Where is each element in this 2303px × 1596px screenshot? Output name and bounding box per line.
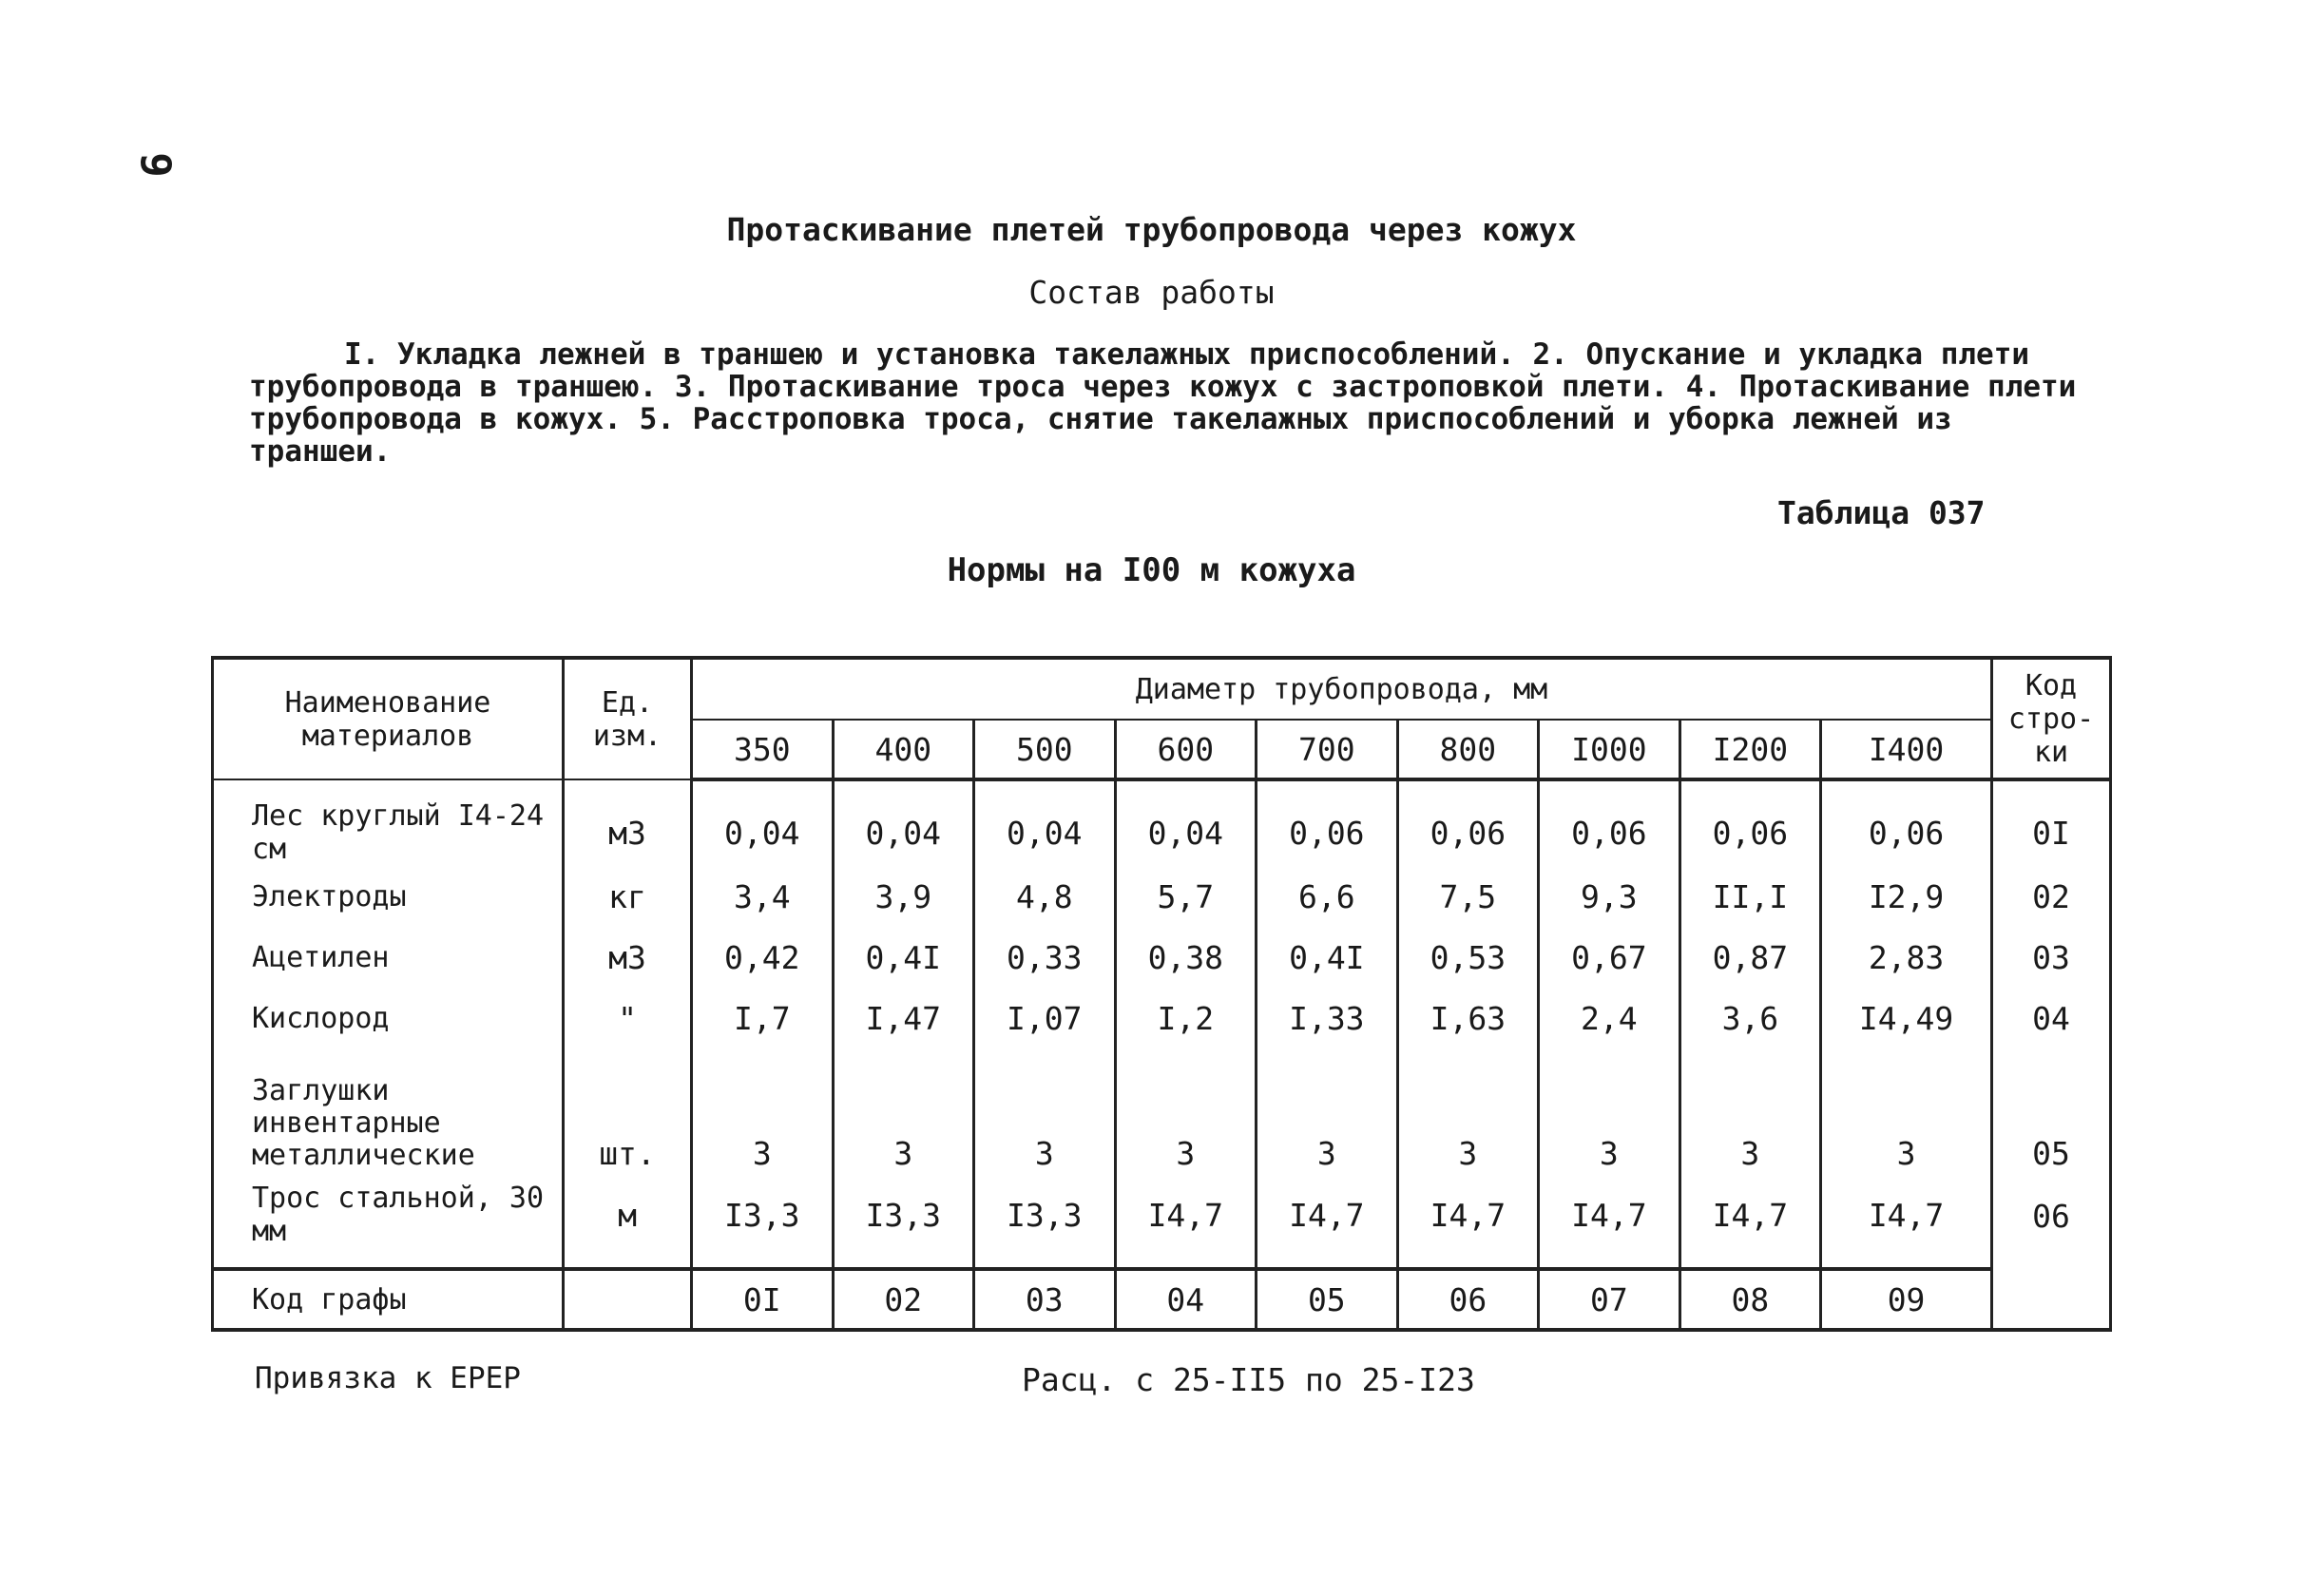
value-cell: 3 — [833, 1048, 974, 1182]
table-row — [213, 1048, 2111, 1182]
document-title: Протаскивание плетей трубопровода через кожух — [726, 211, 1577, 248]
diameter-header-cell: 800 — [1397, 720, 1539, 779]
value-cell: I,2 — [1115, 988, 1257, 1048]
column-code: 07 — [1539, 1269, 1680, 1330]
material-unit: кг — [564, 866, 692, 927]
page-number: 9 — [130, 152, 180, 178]
empty-cell — [1992, 1269, 2111, 1330]
header-unit: Ед. изм. — [564, 658, 692, 779]
value-cell: I,63 — [1397, 988, 1539, 1048]
material-name: Заглушки инвентарные металлические — [213, 1048, 564, 1182]
row-code: 04 — [1992, 988, 2111, 1048]
value-cell: 0,04 — [833, 779, 974, 866]
table-row — [213, 927, 2111, 988]
row-code: 05 — [1992, 1048, 2111, 1182]
work-description: I. Укладка лежней в траншею и установка такелажных приспособлений. 2. Опускание и укладка плети трубопровода в траншею. 3. Протаскивание троса через кожух с застроповкой плети. 4. Протаскивание плети трубопровода в кожух. 5. Расстроповка троса, снятие такелажных приспособлений и уборка лежней из траншеи. — [249, 337, 2077, 469]
value-cell: 3 — [1397, 1048, 1539, 1182]
value-cell: 0,33 — [974, 927, 1116, 988]
value-cell: I,47 — [833, 988, 974, 1048]
value-cell: I,33 — [1257, 988, 1398, 1048]
row-code: 0I — [1992, 779, 2111, 866]
table-row — [213, 866, 2111, 927]
value-cell: 2,83 — [1821, 927, 1992, 988]
value-cell: 0,42 — [692, 927, 834, 988]
material-name: Ацетилен — [213, 927, 564, 988]
value-cell: 0,4I — [1257, 927, 1398, 988]
material-name: Трос стальной, 30 мм — [213, 1182, 564, 1269]
value-cell: 0,38 — [1115, 927, 1257, 988]
value-cell: 3 — [1257, 1048, 1398, 1182]
document-subtitle: Состав работы — [1028, 274, 1275, 311]
diameter-header-cell: I400 — [1821, 720, 1992, 779]
norms-table — [211, 656, 2112, 1332]
value-cell: 3 — [1539, 1048, 1680, 1182]
footer-binding-note: Привязка к ЕРЕР — [255, 1361, 521, 1395]
row-code: 06 — [1992, 1182, 2111, 1269]
value-cell: 0,06 — [1397, 779, 1539, 866]
value-cell: 0,67 — [1539, 927, 1680, 988]
value-cell: I4,7 — [1397, 1182, 1539, 1269]
value-cell: 2,4 — [1539, 988, 1680, 1048]
column-code: 02 — [833, 1269, 974, 1330]
value-cell: 0,53 — [1397, 927, 1539, 988]
value-cell: 0,04 — [974, 779, 1116, 866]
table-row — [213, 1182, 2111, 1269]
table-row — [213, 988, 2111, 1048]
value-cell: 6,6 — [1257, 866, 1398, 927]
value-cell: 0,06 — [1539, 779, 1680, 866]
material-name: Электроды — [213, 866, 564, 927]
material-name: Лес круглый I4-24 см — [213, 779, 564, 866]
material-name: Кислород — [213, 988, 564, 1048]
value-cell: II,I — [1679, 866, 1821, 927]
value-cell: 3 — [1679, 1048, 1821, 1182]
empty-cell — [564, 1269, 692, 1330]
value-cell: I4,7 — [1679, 1182, 1821, 1269]
column-code: 08 — [1679, 1269, 1821, 1330]
value-cell: I4,7 — [1115, 1182, 1257, 1269]
value-cell: 3,4 — [692, 866, 834, 927]
value-cell: 3 — [1821, 1048, 1992, 1182]
column-code: 0I — [692, 1269, 834, 1330]
row-code: 03 — [1992, 927, 2111, 988]
value-cell: I3,3 — [692, 1182, 834, 1269]
value-cell: 3 — [1115, 1048, 1257, 1182]
header-name: Наименование материалов — [213, 658, 564, 779]
row-code: 02 — [1992, 866, 2111, 927]
value-cell: 0,04 — [692, 779, 834, 866]
value-cell: I4,7 — [1539, 1182, 1680, 1269]
value-cell: 0,06 — [1257, 779, 1398, 866]
column-code-row — [213, 1269, 2111, 1330]
value-cell: 7,5 — [1397, 866, 1539, 927]
header-code: Код стро- ки — [1992, 658, 2111, 779]
column-code: 03 — [974, 1269, 1116, 1330]
header-diameter: Диаметр трубопровода, мм — [692, 658, 1992, 720]
value-cell: 3 — [974, 1048, 1116, 1182]
value-cell: 9,3 — [1539, 866, 1680, 927]
column-code: 06 — [1397, 1269, 1539, 1330]
material-unit: м3 — [564, 779, 692, 866]
value-cell: 4,8 — [974, 866, 1116, 927]
diameter-header-cell: 400 — [833, 720, 974, 779]
column-code: 09 — [1821, 1269, 1992, 1330]
material-unit: шт. — [564, 1048, 692, 1182]
diameter-header-cell: 500 — [974, 720, 1116, 779]
value-cell: I3,3 — [833, 1182, 974, 1269]
value-cell: 3,6 — [1679, 988, 1821, 1048]
footer-rates-range: Расц. с 25-II5 по 25-I23 — [1022, 1361, 1475, 1398]
value-cell: I,07 — [974, 988, 1116, 1048]
material-unit: " — [564, 988, 692, 1048]
diameter-header-cell: 700 — [1257, 720, 1398, 779]
material-unit: м3 — [564, 927, 692, 988]
value-cell: 0,06 — [1679, 779, 1821, 866]
column-code: 05 — [1257, 1269, 1398, 1330]
diameter-header-cell: I000 — [1539, 720, 1680, 779]
value-cell: I,7 — [692, 988, 834, 1048]
value-cell: I4,49 — [1821, 988, 1992, 1048]
value-cell: 0,06 — [1821, 779, 1992, 866]
value-cell: I3,3 — [974, 1182, 1116, 1269]
norms-title: Нормы на I00 м кожуха — [947, 551, 1356, 589]
material-unit: м — [564, 1182, 692, 1269]
value-cell: 3,9 — [833, 866, 974, 927]
value-cell: 0,4I — [833, 927, 974, 988]
diameter-header-cell: I200 — [1679, 720, 1821, 779]
value-cell: I4,7 — [1821, 1182, 1992, 1269]
diameter-header-cell: 350 — [692, 720, 834, 779]
table-row — [213, 779, 2111, 866]
diameter-header-cell: 600 — [1115, 720, 1257, 779]
value-cell: I4,7 — [1257, 1182, 1398, 1269]
value-cell: I2,9 — [1821, 866, 1992, 927]
value-cell: 5,7 — [1115, 866, 1257, 927]
table-label: Таблица 037 — [1777, 494, 1986, 531]
value-cell: 3 — [692, 1048, 834, 1182]
column-code: 04 — [1115, 1269, 1257, 1330]
value-cell: 0,87 — [1679, 927, 1821, 988]
column-code-label: Код графы — [213, 1269, 564, 1330]
value-cell: 0,04 — [1115, 779, 1257, 866]
